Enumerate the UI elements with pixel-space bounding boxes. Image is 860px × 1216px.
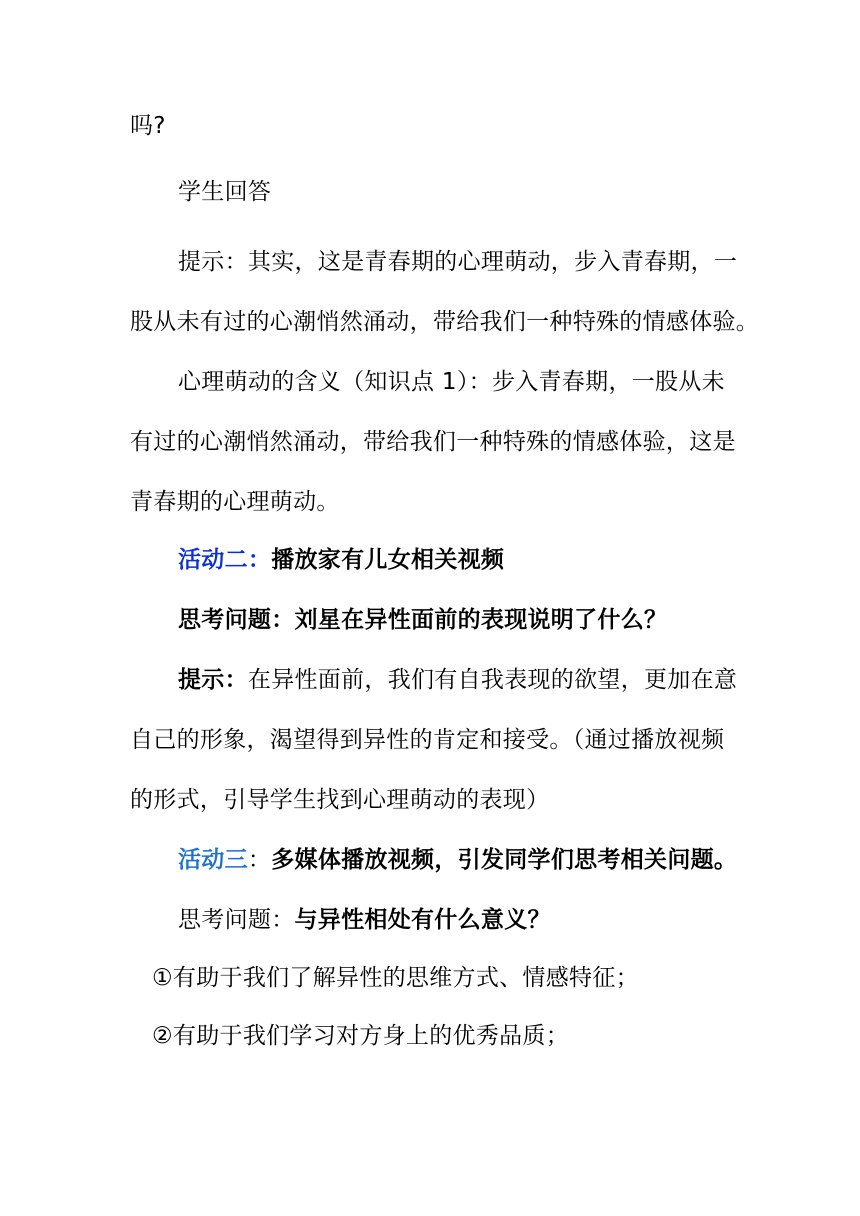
paragraph-hint-line-2 [130, 306, 759, 338]
text: 学生回答 [178, 179, 272, 205]
activity-three-label: 活动三 [178, 847, 248, 873]
text: 的形式，引导学生找到心理萌动的表现） [130, 787, 550, 813]
text: 有过的心潮悄然涌动，带给我们一种特殊的情感体验，这是 [130, 429, 736, 455]
hint-2-line-3 [130, 784, 549, 816]
paragraph-definition-line-1 [178, 366, 725, 398]
activity-two-text: 播放家有儿女相关视频 [271, 547, 505, 573]
paragraph-definition-line-2 [130, 426, 736, 458]
activity-three-colon: ： [247, 847, 272, 873]
activity-three-text: 多媒体播放视频，引发同学们思考相关问题。 [271, 847, 738, 873]
text: 提示：其实，这是青春期的心理萌动，步入青春期，一 [178, 249, 738, 275]
text: 心理萌动的含义（知识点 1）：步入青春期，一股从未 [178, 369, 725, 395]
hint-label: 提示： [178, 667, 248, 693]
paragraph-student-answer [178, 176, 271, 208]
text: 吗? [130, 113, 166, 139]
text: 思考问题：刘星在异性面前的表现说明了什么？ [178, 607, 668, 633]
question-heading-1 [178, 604, 667, 636]
text: 自己的形象，渴望得到异性的肯定和接受。（通过播放视频 [130, 727, 725, 753]
question-text: 与异性相处有什么意义？ [294, 907, 551, 933]
hint-2-line-2 [130, 724, 724, 756]
question-label: 思考问题： [178, 907, 295, 933]
question-heading-2 [178, 904, 551, 936]
hint-2-line-1 [178, 664, 737, 696]
paragraph-hint-line-1 [178, 246, 737, 278]
text: ②有助于我们学习对方身上的优秀品质； [152, 1023, 570, 1049]
paragraph-definition-line-3 [130, 486, 340, 518]
activity-three-heading [178, 844, 737, 876]
text: 青春期的心理萌动。 [130, 489, 340, 515]
activity-two-heading [178, 544, 504, 576]
text: ①有助于我们了解异性的思维方式、情感特征； [152, 965, 639, 991]
paragraph-line-1 [130, 110, 166, 142]
hint-text: 在异性面前，我们有自我表现的欲望，更加在意 [247, 667, 738, 693]
activity-two-label: 活动二： [178, 547, 272, 573]
text: 股从未有过的心潮悄然涌动，带给我们一种特殊的情感体验。 [130, 309, 760, 335]
list-item-2 [152, 1020, 569, 1052]
list-item-1 [152, 962, 639, 994]
